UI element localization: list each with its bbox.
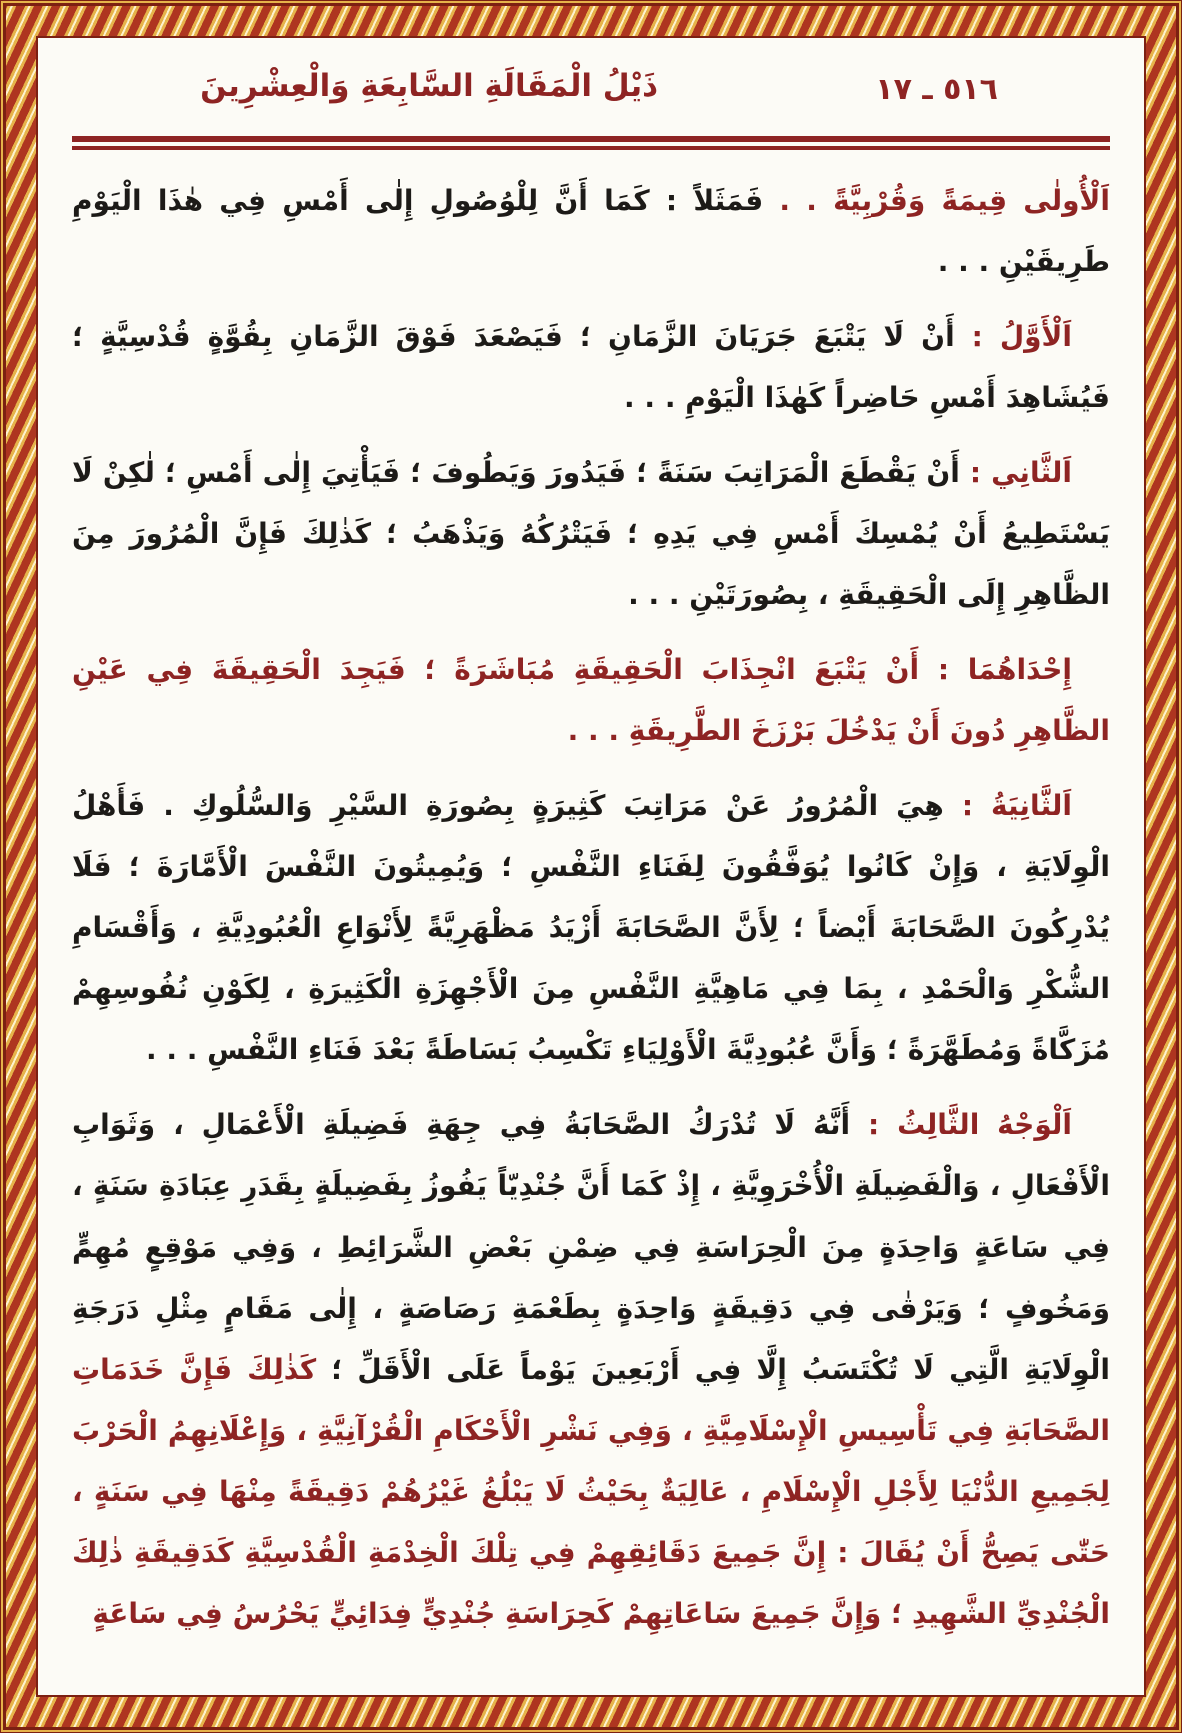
header-divider [72, 136, 1110, 150]
red-text-segment: اَلْأَوَّلُ : [954, 320, 1072, 354]
paragraph [72, 170, 1110, 292]
red-text-segment: كَذٰلِكَ فَإِنَّ خَدَمَاتِ الصَّحَابَةِ فِي تَأْسِيسِ الْإِسْلَامِيَّةِ ، وَفِي نَشْرِ الْأَحْكَامِ الْقُرْآنِيَّةِ ، وَإِعْلَانِهِمُ الْحَرْبَ لِجَمِيعِ الدُّنْيَا لِأَجْلِ الْإِسْلَامِ ، عَالِيَةٌ بِحَيْثُ لَا يَبْلُغُ غَيْرُهُمْ دَقِيقَةً مِنْهَا فِي سَنَةٍ ، حَتّٰى يَصِحُّ أَنْ يُقَالَ : إِنَّ جَمِيعَ دَقَائِقِهِمْ فِي تِلْكَ الْخِدْمَةِ الْقُدْسِيَّةِ كَدَقِيقَةِ ذٰلِكَ الْجُنْدِيِّ الشَّهِيدِ ؛ وَإِنَّ جَمِيعَ سَاعَاتِهِمْ كَحِرَاسَةِ جُنْدِيٍّ فِدَائِيٍّ يَحْرُسُ فِي سَاعَةٍ [72, 1352, 1110, 1630]
page-title: ذَيْلُ الْمَقَالَةِ السَّابِعَةِ وَالْعِشْرِينَ [200, 68, 658, 104]
paragraph [72, 306, 1110, 428]
paragraph [72, 639, 1110, 761]
red-text-segment: اَلثَّانِي : [959, 456, 1072, 490]
text-segment: هِيَ الْمُرُورُ عَنْ مَرَاتِبَ كَثِيرَةٍ بِصُورَةِ السَّيْرِ وَالسُّلُوكِ . فَأَهْلُ الْوِلَايَةِ ، وَإِنْ كَانُوا يُوَفَّقُونَ لِفَنَاءِ النَّفْسِ ؛ وَيُمِيتُونَ النَّفْسَ الْأَمَّارَةَ ؛ فَلَا يُدْرِكُونَ الصَّحَابَةَ أَيْضاً ؛ لِأَنَّ الصَّحَابَةَ أَزْيَدُ مَظْهَرِيَّةً لِأَنْوَاعِ الْعُبُودِيَّةِ ، وَأَقْسَامِ الشُّكْرِ وَالْحَمْدِ ، بِمَا فِي مَاهِيَّةِ النَّفْسِ مِنَ الْأَجْهِزَةِ الْكَثِيرَةِ ، لِكَوْنِ نُفُوسِهِمْ مُزَكَّاةً وَمُطَهَّرَةً ؛ وَأَنَّ عُبُودِيَّةَ الْأَوْلِيَاءِ تَكْسِبُ بَسَاطَةً بَعْدَ فَنَاءِ النَّفْسِ . . . [72, 789, 1110, 1067]
text-segment: أَنْ لَا يَتْبَعَ جَرَيَانَ الزَّمَانِ ؛ فَيَصْعَدَ فَوْقَ الزَّمَانِ بِقُوَّةٍ قُدْسِيَّةٍ ؛ فَيُشَاهِدَ أَمْسِ حَاضِراً كَهٰذَا الْيَوْمِ . . . [72, 320, 1110, 415]
page-content [38, 38, 1144, 1695]
text-segment: فَمَثَلاً : كَمَا أَنَّ لِلْوُصُولِ إِلٰى أَمْسِ فِي هٰذَا الْيَوْمِ طَرِيقَيْنِ . . . [72, 184, 1110, 279]
paragraph [72, 442, 1110, 625]
red-text-segment: اَلْأُولٰى قِيمَةً وَقُرْبِيَّةً . . [763, 184, 1110, 217]
red-text-segment: إِحْدَاهُمَا : أَنْ يَتْبَعَ انْجِذَابَ الْحَقِيقَةِ مُبَاشَرَةً ؛ فَيَجِدَ الْحَقِيقَةَ فِي عَيْنِ الظَّاهِرِ دُونَ أَنْ يَدْخُلَ بَرْزَخَ الطَّرِيقَةِ . . . [72, 653, 1110, 748]
page-number: ٥١٦ ـ ١٧ [875, 72, 998, 107]
paragraph [72, 1094, 1110, 1643]
paragraph [72, 775, 1110, 1080]
page-header [72, 64, 1110, 130]
body-text [72, 150, 1110, 1644]
red-text-segment: اَلْوَجْهُ الثَّالِثُ : [850, 1108, 1072, 1142]
text-segment: أَنْ يَقْطَعَ الْمَرَاتِبَ سَنَةً ؛ فَيَدُورَ وَيَطُوفَ ؛ فَيَأْتِيَ إِلٰى أَمْسِ ؛ لٰكِنْ لَا يَسْتَطِيعُ أَنْ يُمْسِكَ أَمْسِ فِي يَدِهِ ؛ فَيَتْرُكُهُ وَيَذْهَبُ ؛ كَذٰلِكَ فَإِنَّ الْمُرُورَ مِنَ الظَّاهِرِ إِلَى الْحَقِيقَةِ ، بِصُورَتَيْنِ . . . [72, 456, 1110, 612]
text-segment: أَنَّهُ لَا تُدْرَكُ الصَّحَابَةُ فِي جِهَةِ فَضِيلَةِ الْأَعْمَالِ ، وَثَوَابِ الْأَفْعَالِ ، وَالْفَضِيلَةِ الْأُخْرَوِيَّةِ ، إِذْ كَمَا أَنَّ جُنْدِيّاً يَفُوزُ بِفَضِيلَةٍ بِقَدَرِ عِبَادَةِ سَنَةٍ ، فِي سَاعَةٍ وَاحِدَةٍ مِنَ الْحِرَاسَةِ فِي ضِمْنِ بَعْضِ الشَّرَائِطِ ، وَفِي مَوْقِعٍ مُهِمٍّ وَمَخُوفٍ ؛ وَيَرْقٰى فِي دَقِيقَةٍ وَاحِدَةٍ بِطَعْمَةِ رَصَاصَةٍ ، إِلٰى مَقَامٍ مِثْلِ دَرَجَةِ الْوِلَايَةِ الَّتِي لَا تُكْتَسَبُ إِلَّا فِي أَرْبَعِينَ يَوْماً عَلَى الْأَقَلِّ ؛ [72, 1108, 1110, 1386]
red-text-segment: اَلثَّانِيَةُ : [943, 789, 1072, 823]
